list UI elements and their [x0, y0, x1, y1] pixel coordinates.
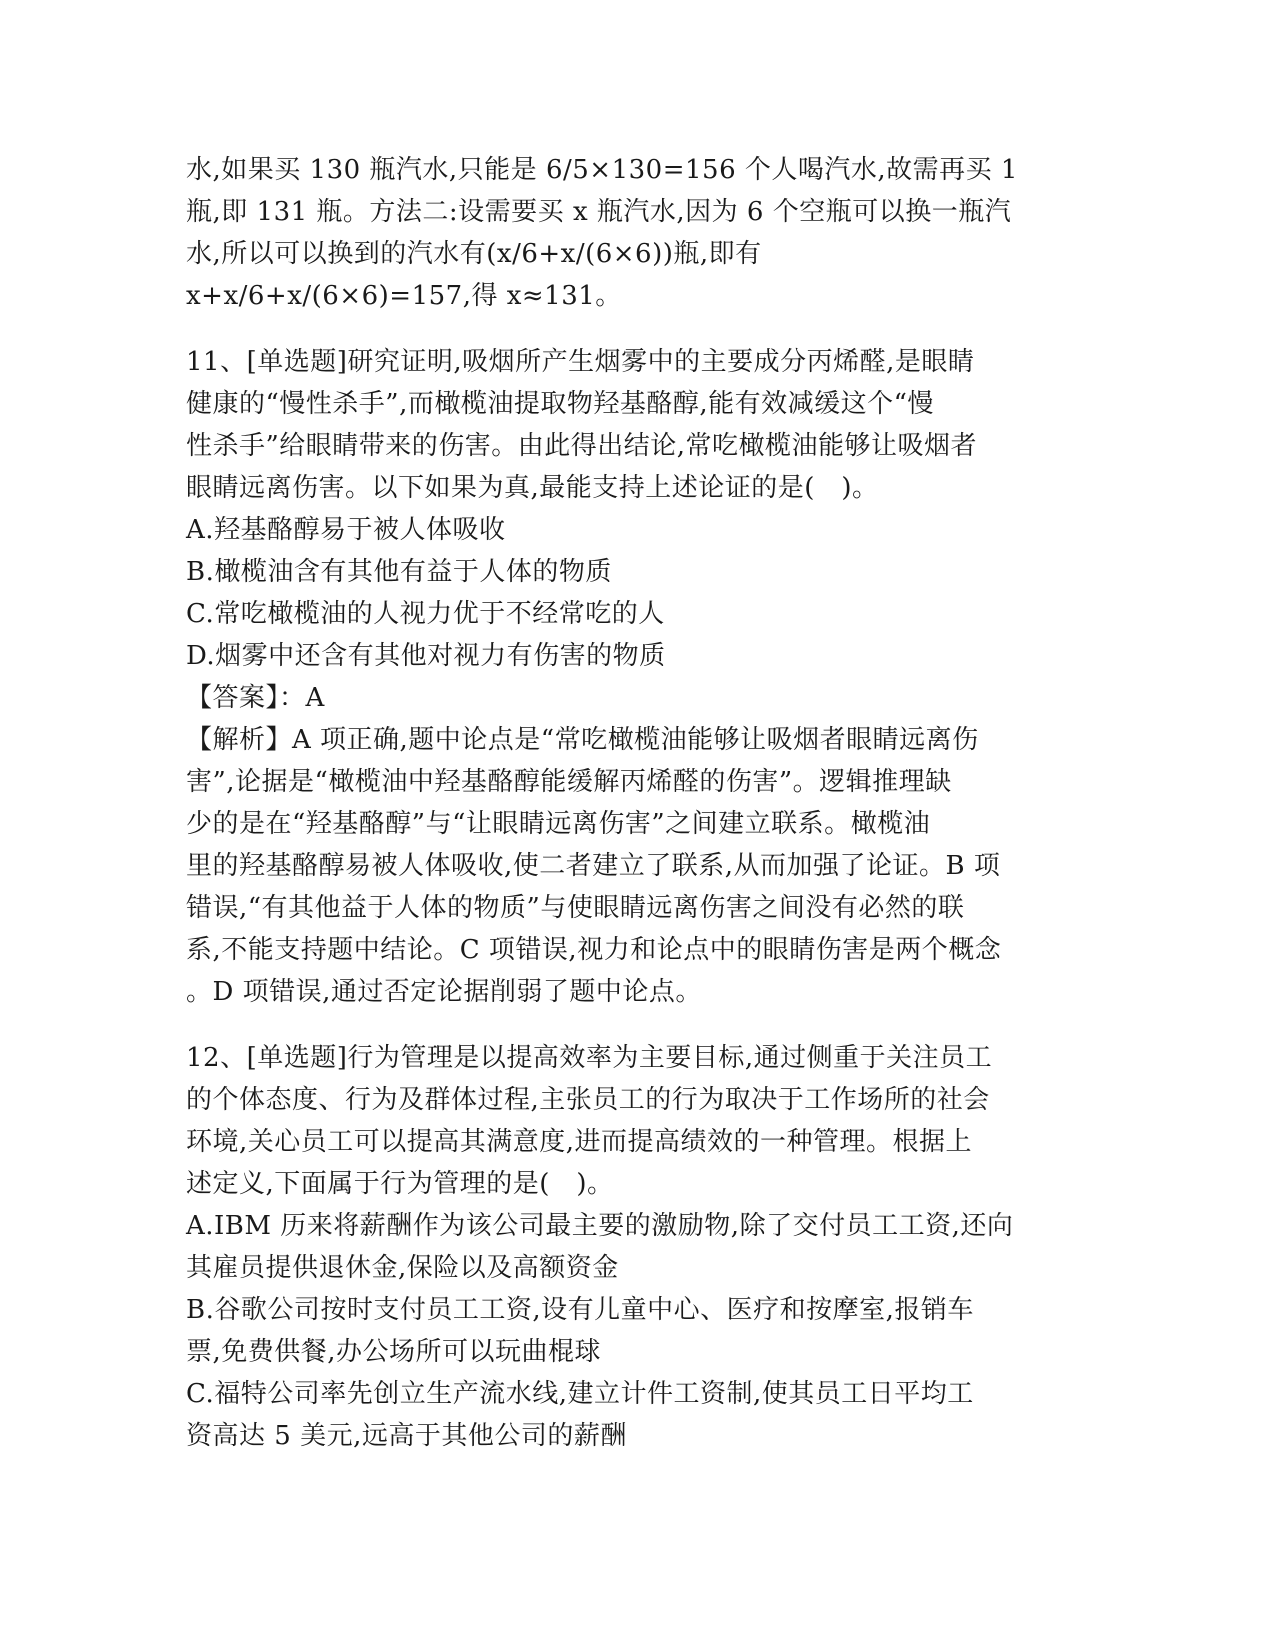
option-c: C.常吃橄榄油的人视力优于不经常吃的人	[186, 599, 665, 629]
analysis-line: 【解析】A 项正确,题中论点是“常吃橄榄油能够让吸烟者眼睛远离伤	[186, 725, 979, 755]
question-11	[186, 341, 1086, 1013]
analysis-line: 少的是在“羟基酪醇”与“让眼睛远离伤害”之间建立联系。橄榄油	[186, 809, 931, 839]
question-stem-line: 眼睛远离伤害。以下如果为真,最能支持上述论证的是( )。	[186, 473, 879, 503]
question-stem-line: 性杀手”给眼睛带来的伤害。由此得出结论,常吃橄榄油能够让吸烟者	[186, 431, 978, 461]
option-d: D.烟雾中还含有其他对视力有伤害的物质	[186, 641, 666, 671]
analysis-line: 害”,论据是“橄榄油中羟基酪醇能缓解丙烯醛的伤害”。逻辑推理缺	[186, 767, 952, 797]
question-12	[186, 1037, 1086, 1457]
option-a: A.羟基酪醇易于被人体吸收	[186, 515, 506, 545]
question-stem-line: 述定义,下面属于行为管理的是( )。	[186, 1169, 614, 1199]
page-content	[186, 149, 1086, 1457]
text-line: 水,如果买 130 瓶汽水,只能是 6/5×130=156 个人喝汽水,故需再买 1	[186, 155, 1018, 185]
option-b: B.橄榄油含有其他有益于人体的物质	[186, 557, 612, 587]
text-line: x+x/6+x/(6×6)=157,得 x≈131。	[186, 281, 622, 311]
option-c-cont: 资高达 5 美元,远高于其他公司的薪酬	[186, 1421, 627, 1451]
analysis-line: 系,不能支持题中结论。C 项错误,视力和论点中的眼睛伤害是两个概念	[186, 935, 1002, 965]
analysis-line: 里的羟基酪醇易被人体吸收,使二者建立了联系,从而加强了论证。B 项	[186, 851, 1001, 881]
text-line: 水,所以可以换到的汽水有(x/6+x/(6×6))瓶,即有	[186, 239, 762, 269]
question-stem-line: 12、[单选题]行为管理是以提高效率为主要目标,通过侧重于关注员工	[186, 1043, 993, 1073]
analysis-line: 。D 项错误,通过否定论据削弱了题中论点。	[186, 977, 702, 1007]
analysis-line: 错误,“有其他益于人体的物质”与使眼睛远离伤害之间没有必然的联	[186, 893, 965, 923]
question-stem-line: 环境,关心员工可以提高其满意度,进而提高绩效的一种管理。根据上	[186, 1127, 973, 1157]
option-c: C.福特公司率先创立生产流水线,建立计件工资制,使其员工日平均工	[186, 1379, 974, 1409]
prev-question-explanation	[186, 149, 1086, 317]
question-stem-line: 健康的“慢性杀手”,而橄榄油提取物羟基酪醇,能有效减缓这个“慢	[186, 389, 934, 419]
question-stem-line: 的个体态度、行为及群体过程,主张员工的行为取决于工作场所的社会	[186, 1085, 990, 1115]
option-a-cont: 其雇员提供退休金,保险以及高额资金	[186, 1253, 619, 1283]
answer: 【答案】：A	[186, 683, 325, 713]
text-line: 瓶,即 131 瓶。方法二:设需要买 x 瓶汽水,因为 6 个空瓶可以换一瓶汽	[186, 197, 1012, 227]
option-b: B.谷歌公司按时支付员工工资,设有儿童中心、医疗和按摩室,报销车	[186, 1295, 974, 1325]
option-b-cont: 票,免费供餐,办公场所可以玩曲棍球	[186, 1337, 602, 1367]
option-a: A.IBM 历来将薪酬作为该公司最主要的激励物,除了交付员工工资,还向	[186, 1211, 1014, 1241]
question-stem-line: 11、[单选题]研究证明,吸烟所产生烟雾中的主要成分丙烯醛,是眼睛	[186, 347, 975, 377]
